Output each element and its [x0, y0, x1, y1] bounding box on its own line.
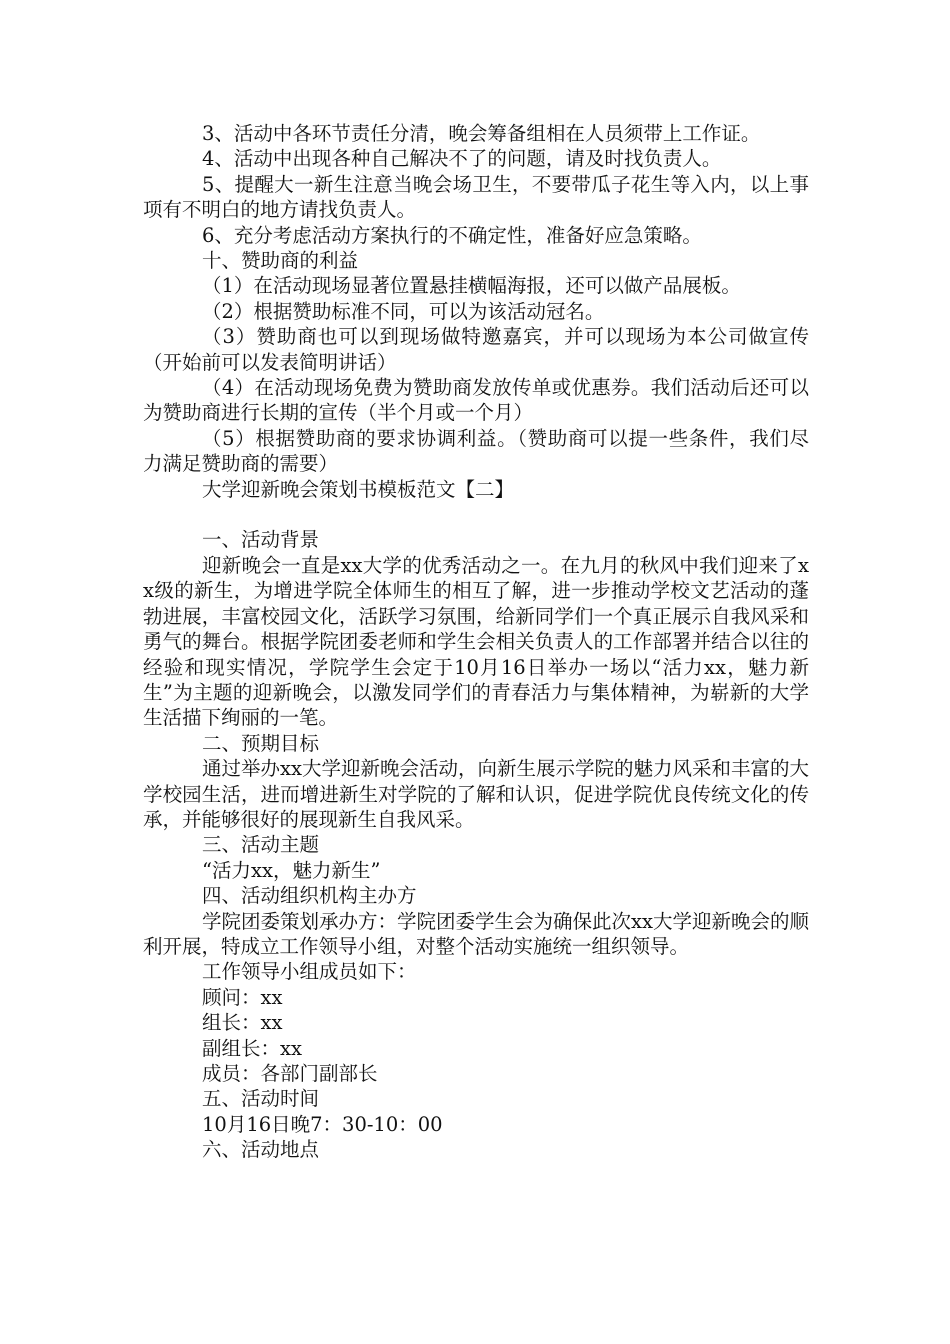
paragraph-benefit-5: （5）根据赞助商的要求协调利益。（赞助商可以提一些条件，我们尽力满足赞助商的需要） — [143, 426, 809, 476]
paragraph-goals: 通过举办xx大学迎新晚会活动，向新生展示学院的魅力风采和丰富的大学校园生活，进而增进新生对学院的了解和认识，促进学院优良传统文化的传承，并能够很好的展现新生自我风采。 — [143, 757, 809, 831]
document-section-title: 大学迎新晚会策划书模板范文【二】 — [202, 477, 515, 501]
paragraph-background: 迎新晚会一直是xx大学的优秀活动之一。在九月的秋风中我们迎来了xx级的新生，为增进学院全体师生的相互了解，进一步推动学校文艺活动的蓬勃进展，丰富校园文化，活跃学习氛围，给新同学们一个真正展示自我风采和勇气的舞台。根据学院团委老师和学生会相关负责人的工作部署并结合以往的经验和现实情况，学院学生会定于10月16日举办一场以“活力xx，魅力新生”为主题的迎新晚会，以激发同学们的青春活力与集体精神，为崭新的大学生活描下绚丽的一笔。 — [143, 553, 809, 730]
paragraph-rule-5: 5、提醒大一新生注意当晚会场卫生，不要带瓜子花生等入内，以上事项有不明白的地方请找负责人。 — [143, 172, 809, 222]
paragraph-theme: “活力xx，魅力新生” — [202, 858, 381, 882]
paragraph-rule-6: 6、充分考虑活动方案执行的不确定性，准备好应急策略。 — [202, 223, 702, 247]
paragraph-organizer: 学院团委策划承办方：学院团委学生会为确保此次xx大学迎新晚会的顺利开展，特成立工作领导小组，对整个活动实施统一组织领导。 — [143, 909, 809, 958]
section-heading-sponsor-benefits: 十、赞助商的利益 — [202, 249, 359, 273]
section-heading-background: 一、活动背景 — [202, 528, 320, 552]
paragraph-benefit-3: （3）赞助商也可以到现场做特邀嘉宾，并可以现场为本公司做宣传（开始前可以发表简明讲话） — [143, 325, 809, 374]
paragraph-benefit-2: （2）根据赞助标准不同，可以为该活动冠名。 — [202, 299, 605, 323]
paragraph-leader: 组长：xx — [202, 1011, 283, 1035]
paragraph-members: 成员：各部门副部长 — [202, 1062, 378, 1086]
section-heading-time: 五、活动时间 — [202, 1087, 320, 1111]
paragraph-benefit-4: （4）在活动现场免费为赞助商发放传单或优惠券。我们活动后还可以为赞助商进行长期的宣传（半个月或一个月） — [143, 376, 809, 425]
paragraph-advisor: 顾问：xx — [202, 985, 283, 1009]
paragraph-benefit-1: （1）在活动现场显著位置悬挂横幅海报，还可以做产品展板。 — [202, 274, 741, 298]
paragraph-time: 10月16日晚7：30-10：00 — [202, 1112, 443, 1136]
paragraph-rule-4: 4、活动中出现各种自己解决不了的问题，请及时找负责人。 — [202, 147, 722, 171]
paragraph-deputy-leader: 副组长：xx — [202, 1036, 302, 1060]
section-heading-goals: 二、预期目标 — [202, 731, 320, 755]
section-heading-location: 六、活动地点 — [202, 1138, 320, 1162]
section-heading-theme: 三、活动主题 — [202, 833, 320, 857]
paragraph-rule-3: 3、活动中各环节责任分清，晚会筹备组相在人员须带上工作证。 — [202, 122, 761, 145]
document-body — [143, 121, 809, 1163]
blank-line — [143, 502, 809, 527]
section-heading-organizer: 四、活动组织机构主办方 — [202, 884, 417, 908]
paragraph-members-intro: 工作领导小组成员如下： — [202, 960, 417, 984]
